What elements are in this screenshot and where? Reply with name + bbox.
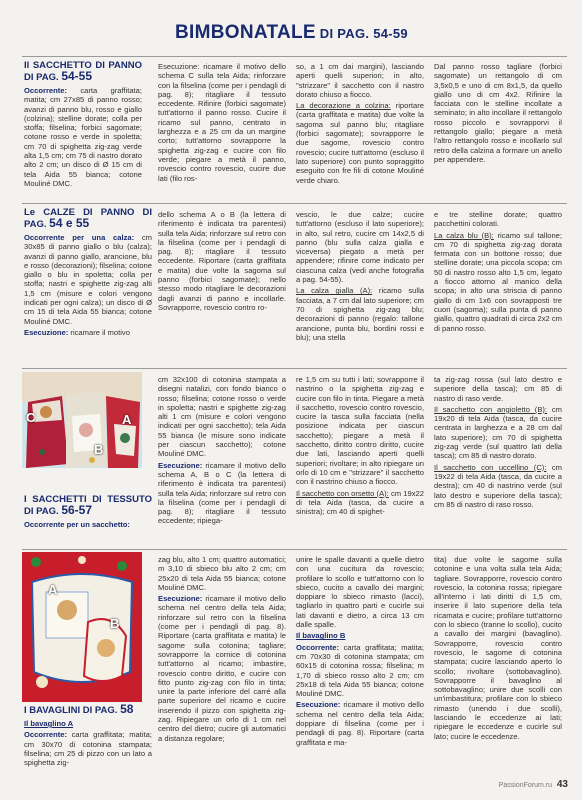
s4-col3-a: unire le spalle davanti a quelle dietro con una cucitura da rovescio; profilare lo scollo e tutt'attorno con lo sbieco, cucito a cavallo dei margini; doppiare lo sbieco rimasto (lacci), tagliarlo in quattro parti e cucirle sui lati davanti e dietro, a circa 13 cm dalle spalle. (296, 555, 424, 630)
s1-occ (24, 86, 142, 188)
s4-bav-b-occ-label: Occorrente: (296, 642, 340, 652)
s3-col4-a: ta zig-zag rossa (sul lato destro e superiore della tasca); cm 85 di nastro di raso verde. (434, 375, 562, 403)
s2-esec-text: ricamare il motivo (68, 327, 130, 337)
title-sub: DI PAG. 54-59 (315, 26, 408, 41)
s4-col3 (296, 555, 424, 749)
s4-col4-text: tita) due volte le sagome sulla cotonine e una volta sulla tela Aida; tagliare. Sovrapporre, rovescio contro rovescio, la cotonina rossa; ripiegare all'interno i lati diritti di 1,5 cm, inserire il lato superiore della tela ricamata e cucire; profilare tutt'attorno con lo sbieco (tranne lo scollo), cucito a cavallo dei margini (bavaglino). Sovrapporre, rovescio contro rovescio, le sagome di cotonina stampata; cucire lasciando aperto lo scollo; rivoltare (sottobavaglino). Sovrapporre il bavaglino al sottobavaglino; unire due scolli con un'imbastitura; profilare con lo sbieco rimasto (unendo i due scolli), lasciando le eccedenze ai lati; ripiegare le eccedenze e cucirle sul lato; cucire le eccedenze. (434, 555, 562, 741)
bibs-photo (22, 552, 142, 702)
photo-marker-bib-b: B (110, 616, 120, 631)
photo-marker-bib-a: A (48, 582, 58, 597)
s4-col4 (434, 555, 562, 743)
s1-title: Il SACCHETTO DI PANNO DI PAG. (24, 60, 142, 83)
s1-col3 (296, 62, 424, 187)
s2-col1 (24, 207, 152, 339)
s4-esec-label: Esecuzione: (158, 594, 203, 604)
s1-col3-b: riportare (carta graffitata e matita) due volte la sagoma sul panno blu; ritagliare (forbici sagomate); sovrapporre le due sagome, rovescio contro rovescio; cucire tutt'attorno (escluso il lato superiore) con punto sopraggitto eseguito con fre fili di cotone Mouliné verde chiaro. (296, 101, 424, 185)
s2-col4-b: ricamo sul tallone; cm 70 di spighetta zig-zag dorata fermata con un bottone rosso; due stelline dorate; una piccola scopa; cm 50 di nastro rosso alto 1,5 cm, legato a fiocco attorno al manico della scopa; in alto una striscia di panno giallo di cm 1x6 con sovrapposti tre cuori (sagoma); sulla punta di panno giallo, quattro quadrati di circa 2x2 cm di panno rosso. (434, 230, 562, 333)
s3-col3-b: cm 19x22 di tela Aida (tasca, da cucire a sinistra); cm 40 di spighet- (296, 488, 424, 517)
section-divider (22, 368, 567, 369)
section-divider (22, 549, 567, 550)
s1-col2 (158, 62, 286, 185)
bibs-photo-graphic (22, 552, 142, 702)
s2-heading (24, 207, 152, 230)
s2-pages: 54 e 55 (49, 216, 90, 230)
s3-heading (24, 494, 152, 517)
s3-col4 (434, 375, 562, 511)
s3-esec-label: Esecuzione: (158, 460, 203, 470)
s1-occ-text: carta graffitata; matita; cm 27x85 di panno rosso; avanzi di panno blu, rosso e giallo (colzina); stelline dorate; colla per stoffa; filselina; forbici sagomate; cotone rosso e verde in spoletta; cm 70 di spighetta zig-zag verde alta 1,5 cm; cm 75 di nastro dorato alto 2 cm; un disco di Ø 15 cm di tela Aida 55 bianca; cotone Mouliné DMC. (24, 86, 142, 188)
s4-col1 (24, 704, 152, 769)
s3-col3 (296, 375, 424, 518)
s4-col3-b: carta graffitata; matita; cm 70x30 di cotonina stampata; cm 60x15 di cotonina rossa; filselina; m 1,70 di sbieco rosso alto 2 cm; cm 25x18 di tela Aida 55 bianca; cotone Mouliné DMC. (296, 642, 424, 699)
s1-col4 (434, 62, 562, 166)
s2-col2 (158, 210, 286, 314)
section-divider (22, 203, 567, 204)
s3-occ-label: Occorrente per un sacchetto: (24, 520, 130, 529)
s3-col1 (24, 494, 152, 531)
s4-col2 (158, 555, 286, 745)
s2-blu-label: La calza blu (B): (434, 230, 494, 240)
photo-marker-b: B (94, 442, 104, 457)
s1-dec-label: La decorazione a colzina: (296, 101, 391, 111)
title-main: BIMBONATALE (175, 22, 316, 43)
s2-col3 (296, 210, 424, 344)
s4-bav-b-esec-label: Esecuzione: (296, 700, 341, 710)
s4-heading (24, 704, 152, 716)
s2-title: Le CALZE DI PANNO DI PAG. (24, 207, 152, 230)
watermark: PassionForum.ru (498, 782, 552, 789)
s3-title: I SACCHETTI DI TESSUTO DI PAG. (24, 494, 152, 517)
s2-col2-text: dello schema A o B (la lettera di riferimento è indicata tra parentesi) sulla tela Aida; rinforzare sul retro con la filselina (come per i pendagli di pag. 8); ritagliare il tessuto eccedente. Riportare (carta graffitata e matita) due volte la sagoma sul panno (forbici sagomate); nello stesso modo ritagliare le decorazioni dagli avanzi di panno e incollarle. Sovrapporre, rovescio contro ro- (158, 210, 286, 312)
photo-marker-c: C (26, 410, 36, 425)
s3-pages: 56-57 (61, 503, 93, 517)
s3-angel-label: Il sacchetto con angioletto (B): (434, 404, 548, 414)
s2-gialla-label: La calza gialla (A): (296, 286, 373, 296)
page-title (175, 22, 505, 44)
section-divider (22, 56, 567, 57)
s1-col2-text: Esecuzione: ricamare il motivo dello schema C sulla tela Aida; rinforzare con la filselina (come per i pendagli di pag. 8); ritagliare il tessuto eccedente. Rifinire (forbici sagomate) tutt'attorno il panno rosso. Cucire il ricamo sul panno, centrato in larghezza e a 25 cm da un margine corto; tutt'attorno sovrapporre la spighetta zig-zag e cucire con filo verde; piegare a metà il panno, rovescio contro rovescio, cucire due lati (filo ros- (158, 62, 286, 183)
page-number: 43 (556, 779, 568, 790)
s3-col4-b: cm 19x20 di tela Aida (tasca, da cucire centrata in larghezza e a 28 cm dal lato superiore); cm 70 di spighetta zig-zag verde (sul quattro lati della tasca); cm 85 di nastro dorato. (434, 404, 563, 461)
s4-col2-a: zag blu, alto 1 cm; quattro automatici; m 3,10 di sbieco blu alto 2 cm; cm 25x20 di tela Aida 55 bianca; cotone Mouliné DMC. (158, 555, 286, 592)
s4-title: I BAVAGLINI DI PAG. (24, 705, 118, 716)
s3-col2 (158, 375, 286, 528)
s3-col2-a: cm 32x100 di cotonina stampata a disegni natalizi, con fondo bianco o rosso; filselina; cotone rosso o verde in spoletta; nastri e spighette zig-zag alti 1 cm (misure e colori vengono indicati per ogni sacchetto); tela Aida 55 bianca (le misure sono indicate per ciascun sacchetto); cotone Mouliné DMC. (158, 375, 286, 459)
s4-occ-label: Occorrente: (24, 730, 68, 740)
s3-col4-c: cm 19x22 di tela Aida (tasca, da cucire a destra); cm 40 di nastrino verde (sul lato destro e superiore della tasca); cm 85 di nastro di raso rosso. (434, 462, 563, 509)
s1-heading (24, 60, 142, 83)
s2-esec-label: Esecuzione: (24, 327, 69, 337)
s4-bav-a-label: Il bavaglino A (24, 719, 74, 728)
s2-col3-b: ricamo sulla facciata, a 7 cm dal lato superiore; cm 70 di spighetta zig-zag blu; decorazioni di panno (regalo: tallone arancione, punta blu, bordini rossi e blu); una stella (296, 286, 425, 342)
s3-ucc-label: Il sacchetto con uccellino (C): (434, 462, 547, 472)
s2-occ-label: Occorrente per una calza: (24, 233, 135, 242)
s4-pages: 58 (120, 702, 134, 716)
s3-col2-b: ricamare il motivo dello schema A, B o C (la lettera di riferimento è indicata tra parentesi) sulla tela Aida; rinforzare sul retro con la filselina (come per i pendagli di pag. 8); ritagliare il tessuto eccedente; ripiega- (158, 460, 286, 526)
s3-orsetto-label: Il sacchetto con orsetto (A): (296, 488, 389, 498)
s1-col4-text: Dal panno rosso tagliare (forbici sagomate) un rettangolo di cm 3,5x0,5 e uno di cm 8x1,5, da quello giallo uno di cm 4x2. Rifinire la facciata con le stelline incollate a seminato; in alto incollare il rettangolo rosso piccolo e sovrapporvi il rettangolo giallo; piegare a metà l'altro rettangolo rosso e incollarlo sul retro della calzina a formare un anello per appendere. (434, 62, 562, 164)
s4-bav-b-label: Il bavaglino B (296, 631, 346, 641)
s2-col3-a: vescio, le due calze; cucire tutt'attorno (escluso il lato superiore); in alto, sul retro, cucire cm 14x2,5 di panno (blu sulla calza gialla e viceversa) piegato a metà per appendere; rifinire come indicato per ciascuna calza (vedi anche fotografia a pag. 54-55). (296, 210, 424, 285)
s3-col3-a: re 1,5 cm su tutti i lati; sovrapporre il nastrino o la spighetta zig-zag e cucire con filo in tinta. Piegare a metà il sacchetto, rovescio contro rovescio, cucire la tasca sulla facciata (nella posizione indicata per ciascun sacchetto); piegare a metà il sacchetto, diritto contro diritto, cucire due lati, lasciando aperti quelli superiori; rivoltare; in alto ripiegare un orlo di 10 cm e "strizzare" il sacchetto con il nastrino chiuso a fiocco. (296, 375, 424, 487)
s1-col3-a: so, a 1 cm dai margini), lasciando aperti quelli superiori; in alto, "strizzare" il sacchetto con il nastro dorato chiuso a fiocco. (296, 62, 424, 99)
photo-marker-a: A (122, 412, 132, 427)
s4-occ-text: carta graffitata; matita; cm 30x70 di cotonina stampata; filselina; cm 25 di pizzo con un lato a spighetta zig- (24, 730, 152, 768)
s4-col2-b: ricamare il motivo dello schema nel centro della tela Aida; rinforzare sul retro con la filselina (come per i pendagli di pag. 8). Riportare (carta graffitata e matita) le sagome sulla cotonina; tagliare; sovrapporre la cornice di cotonina tutt'attorno al ricamo; imbastire, rovescio contro diritto, e cucire con fitto punto zig-zag con filo in tinta; unire la parte inferiore del carré alla parte superiore del ricamo e cucire inserendo il pizzo con spighetta zig-zag. Ripiegare un orlo di 1 cm nel centro del dietro; cucire gli automatici a distanza regolare; (158, 594, 286, 743)
s2-occ-text: cm 30x85 di panno giallo o blu (calza); avanzi di panno giallo, arancione, blu e rosso (decorazioni); filselina; cotone giallo o blu in spoletta; colla per stoffa; nastri e spighette zig-zag alti 1,5 cm (misure e colori vengono indicati per ogni calza); un disco di Ø cm 15 di tela Aida 55 bianca; cotone Mouliné DMC. (24, 233, 152, 326)
s1-occ-label: Occorrente: (24, 86, 68, 95)
s1-col1 (24, 60, 142, 190)
bags-photo (22, 372, 142, 468)
s2-col4 (434, 210, 562, 335)
s2-col4-a: e tre stelline dorate; quattro pacchettini colorati. (434, 210, 562, 229)
s4-col3-c: ricamare il motivo dello schema nel centro della tela Aida; doppiare di filselina (come per i pendagli di pag. 8). Riportare (carta graffitata e ma- (296, 700, 424, 747)
s1-pages: 54-55 (61, 69, 93, 83)
